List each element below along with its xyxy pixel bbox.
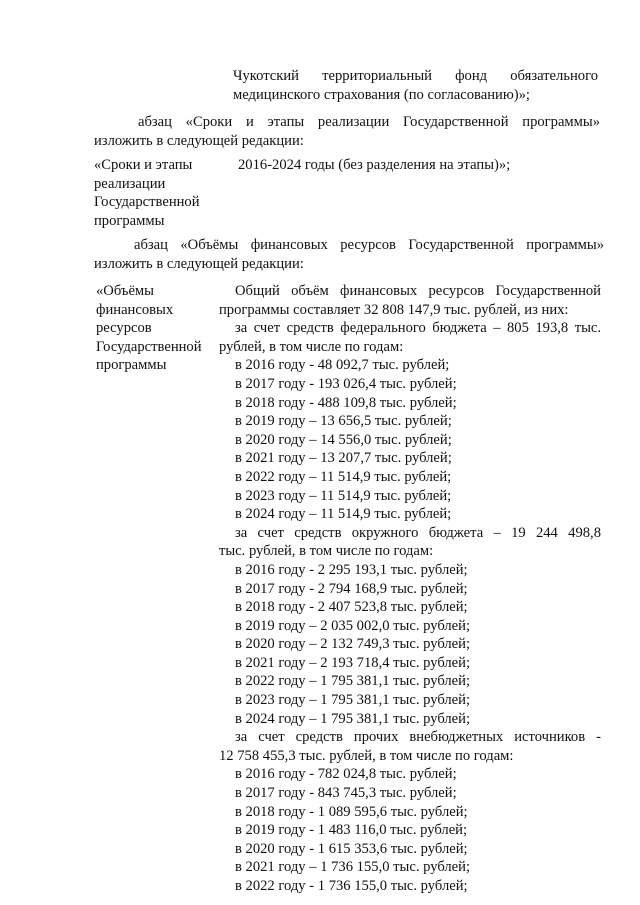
federal-year-item: в 2020 году – 14 556,0 тыс. рублей;: [235, 431, 452, 448]
paragraph-terms-line-1: абзац «Сроки и этапы реализации Государственной программы»: [138, 114, 600, 130]
federal-year-item: в 2019 году – 13 656,5 тыс. рублей;: [235, 413, 452, 430]
funding-body: [219, 282, 601, 896]
paragraph-terms-line-2: изложить в следующей редакции:: [94, 132, 304, 149]
other-year-item: в 2019 году - 1 483 116,0 тыс. рублей;: [235, 822, 468, 839]
district-year-item: в 2022 году – 1 795 381,1 тыс. рублей;: [235, 673, 471, 690]
terms-value: 2016-2024 годы (без разделения на этапы)»;: [238, 157, 511, 173]
district-year-item: в 2016 году - 2 295 193,1 тыс. рублей;: [235, 561, 468, 578]
fund-name-line-1: Чукотский территориальный фонд обязательного: [233, 68, 598, 84]
federal-year-item: в 2022 году – 11 514,9 тыс. рублей;: [235, 468, 452, 485]
paragraph-funding-line-2: изложить в следующей редакции:: [94, 255, 304, 272]
district-year-item: в 2024 году – 1 795 381,1 тыс. рублей;: [235, 710, 471, 727]
terms-label: [94, 156, 229, 230]
fund-name-block: [233, 67, 598, 104]
federal-year-item: в 2016 году - 48 092,7 тыс. рублей;: [235, 357, 450, 374]
funding-total-line-1: Общий объём финансовых ресурсов Государственной: [235, 283, 601, 299]
district-year-item: в 2023 году – 1 795 381,1 тыс. рублей;: [235, 692, 471, 709]
funding-label-line: программы: [96, 357, 167, 374]
district-year-item: в 2017 году - 2 794 168,9 тыс. рублей;: [235, 580, 468, 597]
federal-year-item: в 2023 году – 11 514,9 тыс. рублей;: [235, 487, 452, 504]
funding-total-line-2: программы составляет 32 808 147,9 тыс. рублей, из них:: [219, 301, 569, 318]
federal-budget-line-2: рублей, в том числе по годам:: [219, 338, 404, 355]
other-sources-line-1: за счет средств прочих внебюджетных источников -: [235, 729, 601, 746]
district-year-item: в 2019 году – 2 035 002,0 тыс. рублей;: [235, 617, 471, 634]
paragraph-funding-line-1: абзац «Объёмы финансовых ресурсов Государственной программы»: [134, 237, 604, 253]
district-year-item: в 2018 году - 2 407 523,8 тыс. рублей;: [235, 599, 468, 616]
funding-label-line: финансовых: [96, 301, 174, 318]
funding-label-line: ресурсов: [96, 320, 152, 337]
federal-year-item: в 2021 году – 13 207,7 тыс. рублей;: [235, 450, 452, 467]
district-year-item: в 2021 году – 2 193 718,4 тыс. рублей;: [235, 654, 471, 671]
federal-year-item: в 2024 году – 11 514,9 тыс. рублей;: [235, 506, 452, 523]
other-year-item: в 2020 году - 1 615 353,6 тыс. рублей;: [235, 840, 468, 857]
other-year-item: в 2016 году - 782 024,8 тыс. рублей;: [235, 766, 457, 783]
terms-label-line: Государственной: [94, 194, 200, 211]
terms-label-line: «Сроки и этапы: [94, 157, 193, 173]
other-sources-line-2: 12 758 455,3 тыс. рублей, в том числе по годам:: [219, 747, 514, 764]
funding-label-line: «Объёмы: [96, 283, 154, 299]
federal-budget-line-1: за счет средств федерального бюджета – 805 193,8 тыс.: [235, 320, 601, 337]
funding-label-line: Государственной: [96, 338, 202, 355]
federal-year-item: в 2018 году - 488 109,8 тыс. рублей;: [235, 394, 457, 411]
paragraph-terms-intro: [94, 113, 600, 150]
other-year-item: в 2022 году - 1 736 155,0 тыс. рублей;: [235, 878, 468, 894]
other-year-item: в 2017 году - 843 745,3 тыс. рублей;: [235, 785, 457, 802]
other-year-item: в 2018 году - 1 089 595,6 тыс. рублей;: [235, 803, 468, 820]
district-budget-line-1: за счет средств окружного бюджета – 19 244 498,8: [235, 524, 601, 541]
terms-label-line: реализации: [94, 175, 166, 192]
district-year-item: в 2020 году – 2 132 749,3 тыс. рублей;: [235, 636, 471, 653]
paragraph-funding-intro: [94, 236, 604, 273]
terms-label-line: программы: [94, 212, 165, 229]
other-year-item: в 2021 году – 1 736 155,0 тыс. рублей;: [235, 859, 471, 876]
district-budget-line-2: тыс. рублей, в том числе по годам:: [219, 543, 434, 560]
fund-name-line-2: медицинского страхования (по согласованию)»;: [233, 86, 530, 103]
funding-label: [96, 282, 231, 375]
federal-year-item: в 2017 году - 193 026,4 тыс. рублей;: [235, 375, 457, 392]
